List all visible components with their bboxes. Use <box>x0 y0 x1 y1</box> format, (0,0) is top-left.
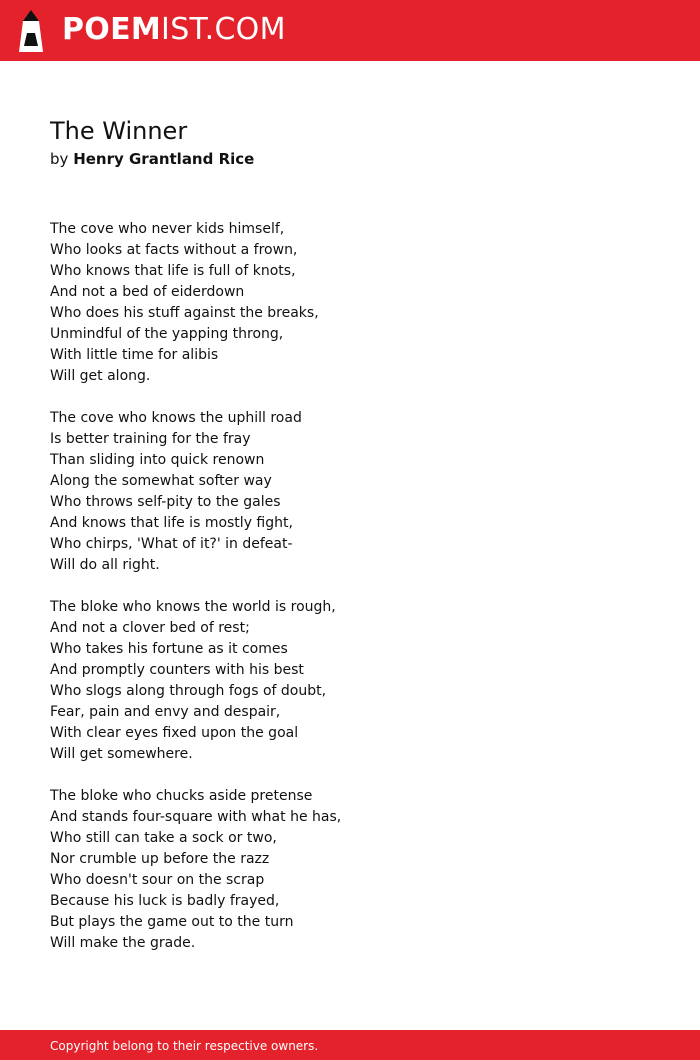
poem-line: Fear, pain and envy and despair, <box>50 704 281 720</box>
poem-line: Will make the grade. <box>50 935 196 951</box>
poem-line: Who looks at facts without a frown, <box>50 242 298 258</box>
poem-line: Than sliding into quick renown <box>50 452 265 468</box>
poem-line: With clear eyes fixed upon the goal <box>50 725 299 741</box>
poem-line: And knows that life is mostly fight, <box>50 515 293 531</box>
poem-line: Will get along. <box>50 368 151 384</box>
poem-line: With little time for alibis <box>50 347 219 363</box>
author-name: Henry Grantland Rice <box>73 150 255 168</box>
poem-line: And not a bed of eiderdown <box>50 284 245 300</box>
poem-line: Who knows that life is full of knots, <box>50 263 296 279</box>
stanza <box>50 408 650 576</box>
logo-text-bold: POEM <box>62 12 162 47</box>
copyright-text: Copyright belong to their respective owners. <box>50 1039 319 1053</box>
pencil-icon <box>17 10 45 52</box>
poem-line: Along the somewhat softer way <box>50 473 272 489</box>
site-header <box>0 0 700 61</box>
poem-line: Will do all right. <box>50 557 160 573</box>
poem-line: And promptly counters with his best <box>50 662 304 678</box>
poem-line: The cove who never kids himself, <box>50 221 285 237</box>
logo-text-light: IST.COM <box>161 12 286 47</box>
poem-line: Is better training for the fray <box>50 431 251 447</box>
poem-line: And not a clover bed of rest; <box>50 620 250 636</box>
poem-title: The Winner <box>50 117 188 145</box>
poem-line: Who slogs along through fogs of doubt, <box>50 683 327 699</box>
poem-line: Who takes his fortune as it comes <box>50 641 288 657</box>
poem-line: Who still can take a sock or two, <box>50 830 277 846</box>
stanza <box>50 597 650 765</box>
poem-line: The bloke who chucks aside pretense <box>50 788 313 804</box>
stanza <box>50 786 650 954</box>
byline <box>50 148 254 170</box>
stanza <box>50 219 650 387</box>
poem-line: Nor crumble up before the razz <box>50 851 270 867</box>
poem-line: Who throws self-pity to the gales <box>50 494 281 510</box>
poem-line: Because his luck is badly frayed, <box>50 893 280 909</box>
poem-line: Who chirps, 'What of it?' in defeat- <box>50 536 293 552</box>
poem-line: Will get somewhere. <box>50 746 193 762</box>
site-footer <box>0 1030 700 1060</box>
site-logo[interactable] <box>62 13 286 47</box>
poem-line: And stands four-square with what he has, <box>50 809 342 825</box>
poem-body <box>50 219 650 975</box>
by-label: by <box>50 150 69 168</box>
poem-line: The bloke who knows the world is rough, <box>50 599 336 615</box>
poem-line: But plays the game out to the turn <box>50 914 294 930</box>
poem-line: Unmindful of the yapping throng, <box>50 326 284 342</box>
poem-line: Who does his stuff against the breaks, <box>50 305 319 321</box>
poem-line: Who doesn't sour on the scrap <box>50 872 265 888</box>
poem-line: The cove who knows the uphill road <box>50 410 302 426</box>
